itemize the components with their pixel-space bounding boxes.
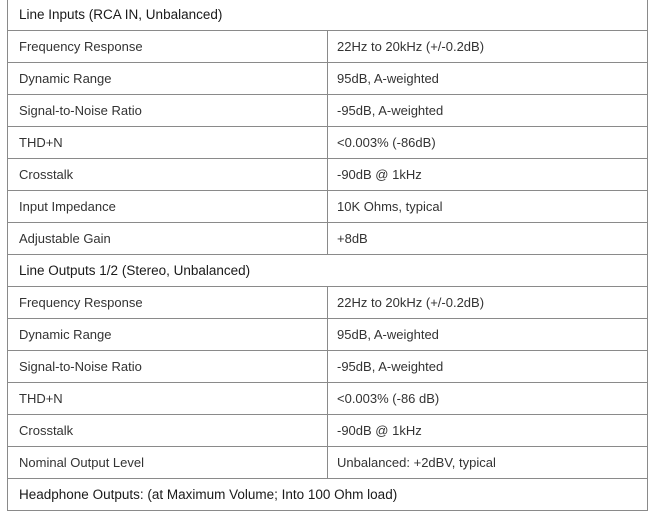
spec-label: Dynamic Range: [8, 63, 328, 95]
spec-value: Unbalanced: +2dBV, typical: [328, 447, 648, 479]
spec-label: Signal-to-Noise Ratio: [8, 95, 328, 127]
specifications-table: [7, 0, 648, 511]
spec-value: 22Hz to 20kHz (+/-0.2dB): [328, 287, 648, 319]
spec-value: -90dB @ 1kHz: [328, 159, 648, 191]
spec-value: 22Hz to 20kHz (+/-0.2dB): [328, 31, 648, 63]
section-header-line-outputs: [8, 255, 648, 287]
spec-value: -90dB @ 1kHz: [328, 415, 648, 447]
section-title: Line Outputs 1/2 (Stereo, Unbalanced): [8, 255, 648, 287]
spec-label: Signal-to-Noise Ratio: [8, 351, 328, 383]
spec-value: 95dB, A-weighted: [328, 63, 648, 95]
table-row: [8, 223, 648, 255]
table-row: [8, 95, 648, 127]
spec-value: -95dB, A-weighted: [328, 95, 648, 127]
spec-label: THD+N: [8, 127, 328, 159]
table-row: [8, 415, 648, 447]
table-row: [8, 383, 648, 415]
spec-label: Nominal Output Level: [8, 447, 328, 479]
table-row: [8, 31, 648, 63]
spec-value: <0.003% (-86 dB): [328, 383, 648, 415]
section-header-line-inputs: [8, 0, 648, 31]
table-row: [8, 159, 648, 191]
spec-label: Input Impedance: [8, 191, 328, 223]
section-header-headphone-outputs: [8, 479, 648, 511]
section-title: Headphone Outputs: (at Maximum Volume; Into 100 Ohm load): [8, 479, 648, 511]
spec-value: -95dB, A-weighted: [328, 351, 648, 383]
table-row: [8, 127, 648, 159]
spec-label: Crosstalk: [8, 415, 328, 447]
spec-value: 10K Ohms, typical: [328, 191, 648, 223]
table-row: [8, 287, 648, 319]
spec-label: Adjustable Gain: [8, 223, 328, 255]
table-row: [8, 447, 648, 479]
section-title: Line Inputs (RCA IN, Unbalanced): [8, 0, 648, 31]
spec-value: <0.003% (-86dB): [328, 127, 648, 159]
table-row: [8, 63, 648, 95]
spec-label: THD+N: [8, 383, 328, 415]
table-row: [8, 191, 648, 223]
spec-label: Frequency Response: [8, 287, 328, 319]
spec-value: 95dB, A-weighted: [328, 319, 648, 351]
spec-label: Frequency Response: [8, 31, 328, 63]
table-row: [8, 319, 648, 351]
spec-label: Dynamic Range: [8, 319, 328, 351]
spec-label: Crosstalk: [8, 159, 328, 191]
table-row: [8, 351, 648, 383]
spec-value: +8dB: [328, 223, 648, 255]
